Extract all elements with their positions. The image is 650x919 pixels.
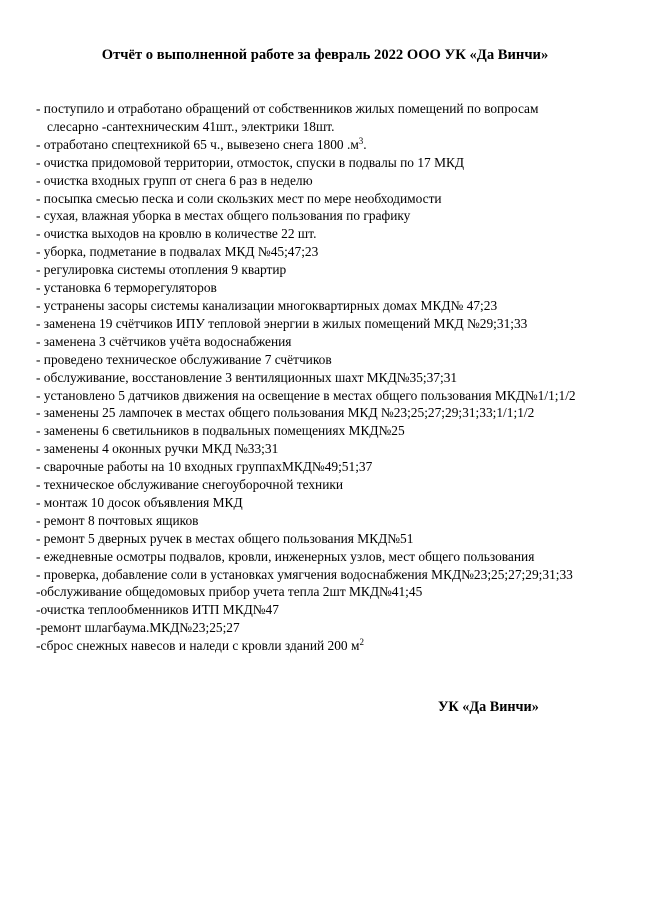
work-item-text: -очистка теплообменников ИТП МКД№47 <box>36 602 279 618</box>
work-item <box>36 297 644 315</box>
work-item <box>36 566 644 584</box>
work-item <box>36 279 644 297</box>
work-item-text: - ежедневные осмотры подвалов, кровли, инженерных узлов, мест общего пользования <box>36 548 535 564</box>
work-item-text: - ремонт 5 дверных ручек в местах общего пользования МКД№51 <box>36 530 414 546</box>
work-item <box>36 351 644 369</box>
work-item <box>36 601 644 619</box>
work-item <box>36 583 644 601</box>
work-item-text: - проведено техническое обслуживание 7 счётчиков <box>36 351 332 367</box>
work-item-text: - отработано спецтехникой 65 ч., вывезено снега 1800 .м <box>36 136 359 152</box>
work-item-text: - сухая, влажная уборка в местах общего пользования по графику <box>36 208 411 224</box>
work-item-text: - установлено 5 датчиков движения на освещение в местах общего пользования МКД№1/1;1/2 <box>36 387 576 403</box>
work-item <box>36 422 644 440</box>
work-item-text: - заменены 4 оконных ручки МКД №33;31 <box>36 441 279 457</box>
work-item <box>36 190 644 208</box>
work-item-text: - поступило и отработано обращений от собственников жилых помещений по вопросам <box>36 101 539 116</box>
work-item <box>36 172 644 190</box>
work-item-text: - заменены 25 лампочек в местах общего пользования МКД №23;25;27;29;31;33;1/1;1/2 <box>36 405 535 421</box>
work-item-text: -сброс снежных навесов и наледи с кровли зданий 200 м <box>36 638 360 654</box>
work-item-text: -ремонт шлагбаума.МКД№23;25;27 <box>36 620 240 636</box>
work-item-continuation: слесарно -сантехническим 41шт., электрики 18шт. <box>47 118 335 134</box>
work-item-text: - проверка, добавление соли в установках умягчения водоснабжения МКД№23;25;27;29;31;33 <box>36 566 573 582</box>
work-item-text: - сварочные работы на 10 входных группахМКД№49;51;37 <box>36 459 373 475</box>
work-item <box>36 637 644 655</box>
work-list <box>36 100 644 655</box>
work-item <box>36 261 644 279</box>
work-item <box>36 476 644 494</box>
work-item-text: - ремонт 8 почтовых ящиков <box>36 512 199 528</box>
superscript: 3 <box>358 135 364 146</box>
work-item <box>36 440 644 458</box>
work-item <box>36 333 644 351</box>
work-item-text: - уборка, подметание в подвалах МКД №45;47;23 <box>36 244 319 260</box>
work-item-text: -обслуживание общедомовых прибор учета тепла 2шт МКД№41;45 <box>36 584 423 600</box>
work-item <box>36 494 644 512</box>
work-item <box>36 136 644 154</box>
work-item <box>36 243 644 261</box>
work-item-text: - заменена 19 счётчиков ИПУ тепловой энергии в жилых помещений МКД №29;31;33 <box>36 315 528 331</box>
signature: УК «Да Винчи» <box>438 699 539 715</box>
work-item-text: - заменены 6 светильников в подвальных помещениях МКД№25 <box>36 423 405 439</box>
work-item <box>36 207 644 225</box>
document-title: Отчёт о выполненной работе за февраль 2022 ООО УК «Да Винчи» <box>101 47 549 63</box>
work-item <box>36 154 644 172</box>
work-item <box>36 548 644 566</box>
work-item-text: - монтаж 10 досок объявления МКД <box>36 494 243 510</box>
work-item-suffix: . <box>363 136 367 152</box>
work-item <box>36 512 644 530</box>
work-item <box>36 315 644 333</box>
work-item <box>36 404 644 422</box>
work-item-text: - обслуживание, восстановление 3 вентиляционных шахт МКД№35;37;31 <box>36 369 458 385</box>
superscript: 2 <box>359 637 364 648</box>
work-item <box>36 387 644 405</box>
work-item-text: - очистка входных групп от снега 6 раз в неделю <box>36 172 313 188</box>
work-item-text: - техническое обслуживание снегоуборочной техники <box>36 477 344 493</box>
work-item <box>36 530 644 548</box>
work-item-text: - очистка придомовой территории, отмосток, спуски в подвалы по 17 МКД <box>36 154 465 170</box>
work-item-text: - очистка выходов на кровлю в количестве 22 шт. <box>36 226 317 242</box>
work-item-text: - регулировка системы отопления 9 квартир <box>36 262 287 278</box>
work-item <box>36 225 644 243</box>
work-item-text: - заменена 3 счётчиков учёта водоснабжения <box>36 333 292 349</box>
work-item <box>36 369 644 387</box>
work-item-text: - посыпка смесью песка и соли скользких мест по мере необходимости <box>36 190 442 206</box>
work-item-text: - устранены засоры системы канализации многоквартирных домах МКД№ 47;23 <box>36 297 498 313</box>
work-item <box>36 458 644 476</box>
work-item-text: - установка 6 терморегуляторов <box>36 280 217 296</box>
work-item <box>36 100 644 136</box>
work-item <box>36 619 644 637</box>
